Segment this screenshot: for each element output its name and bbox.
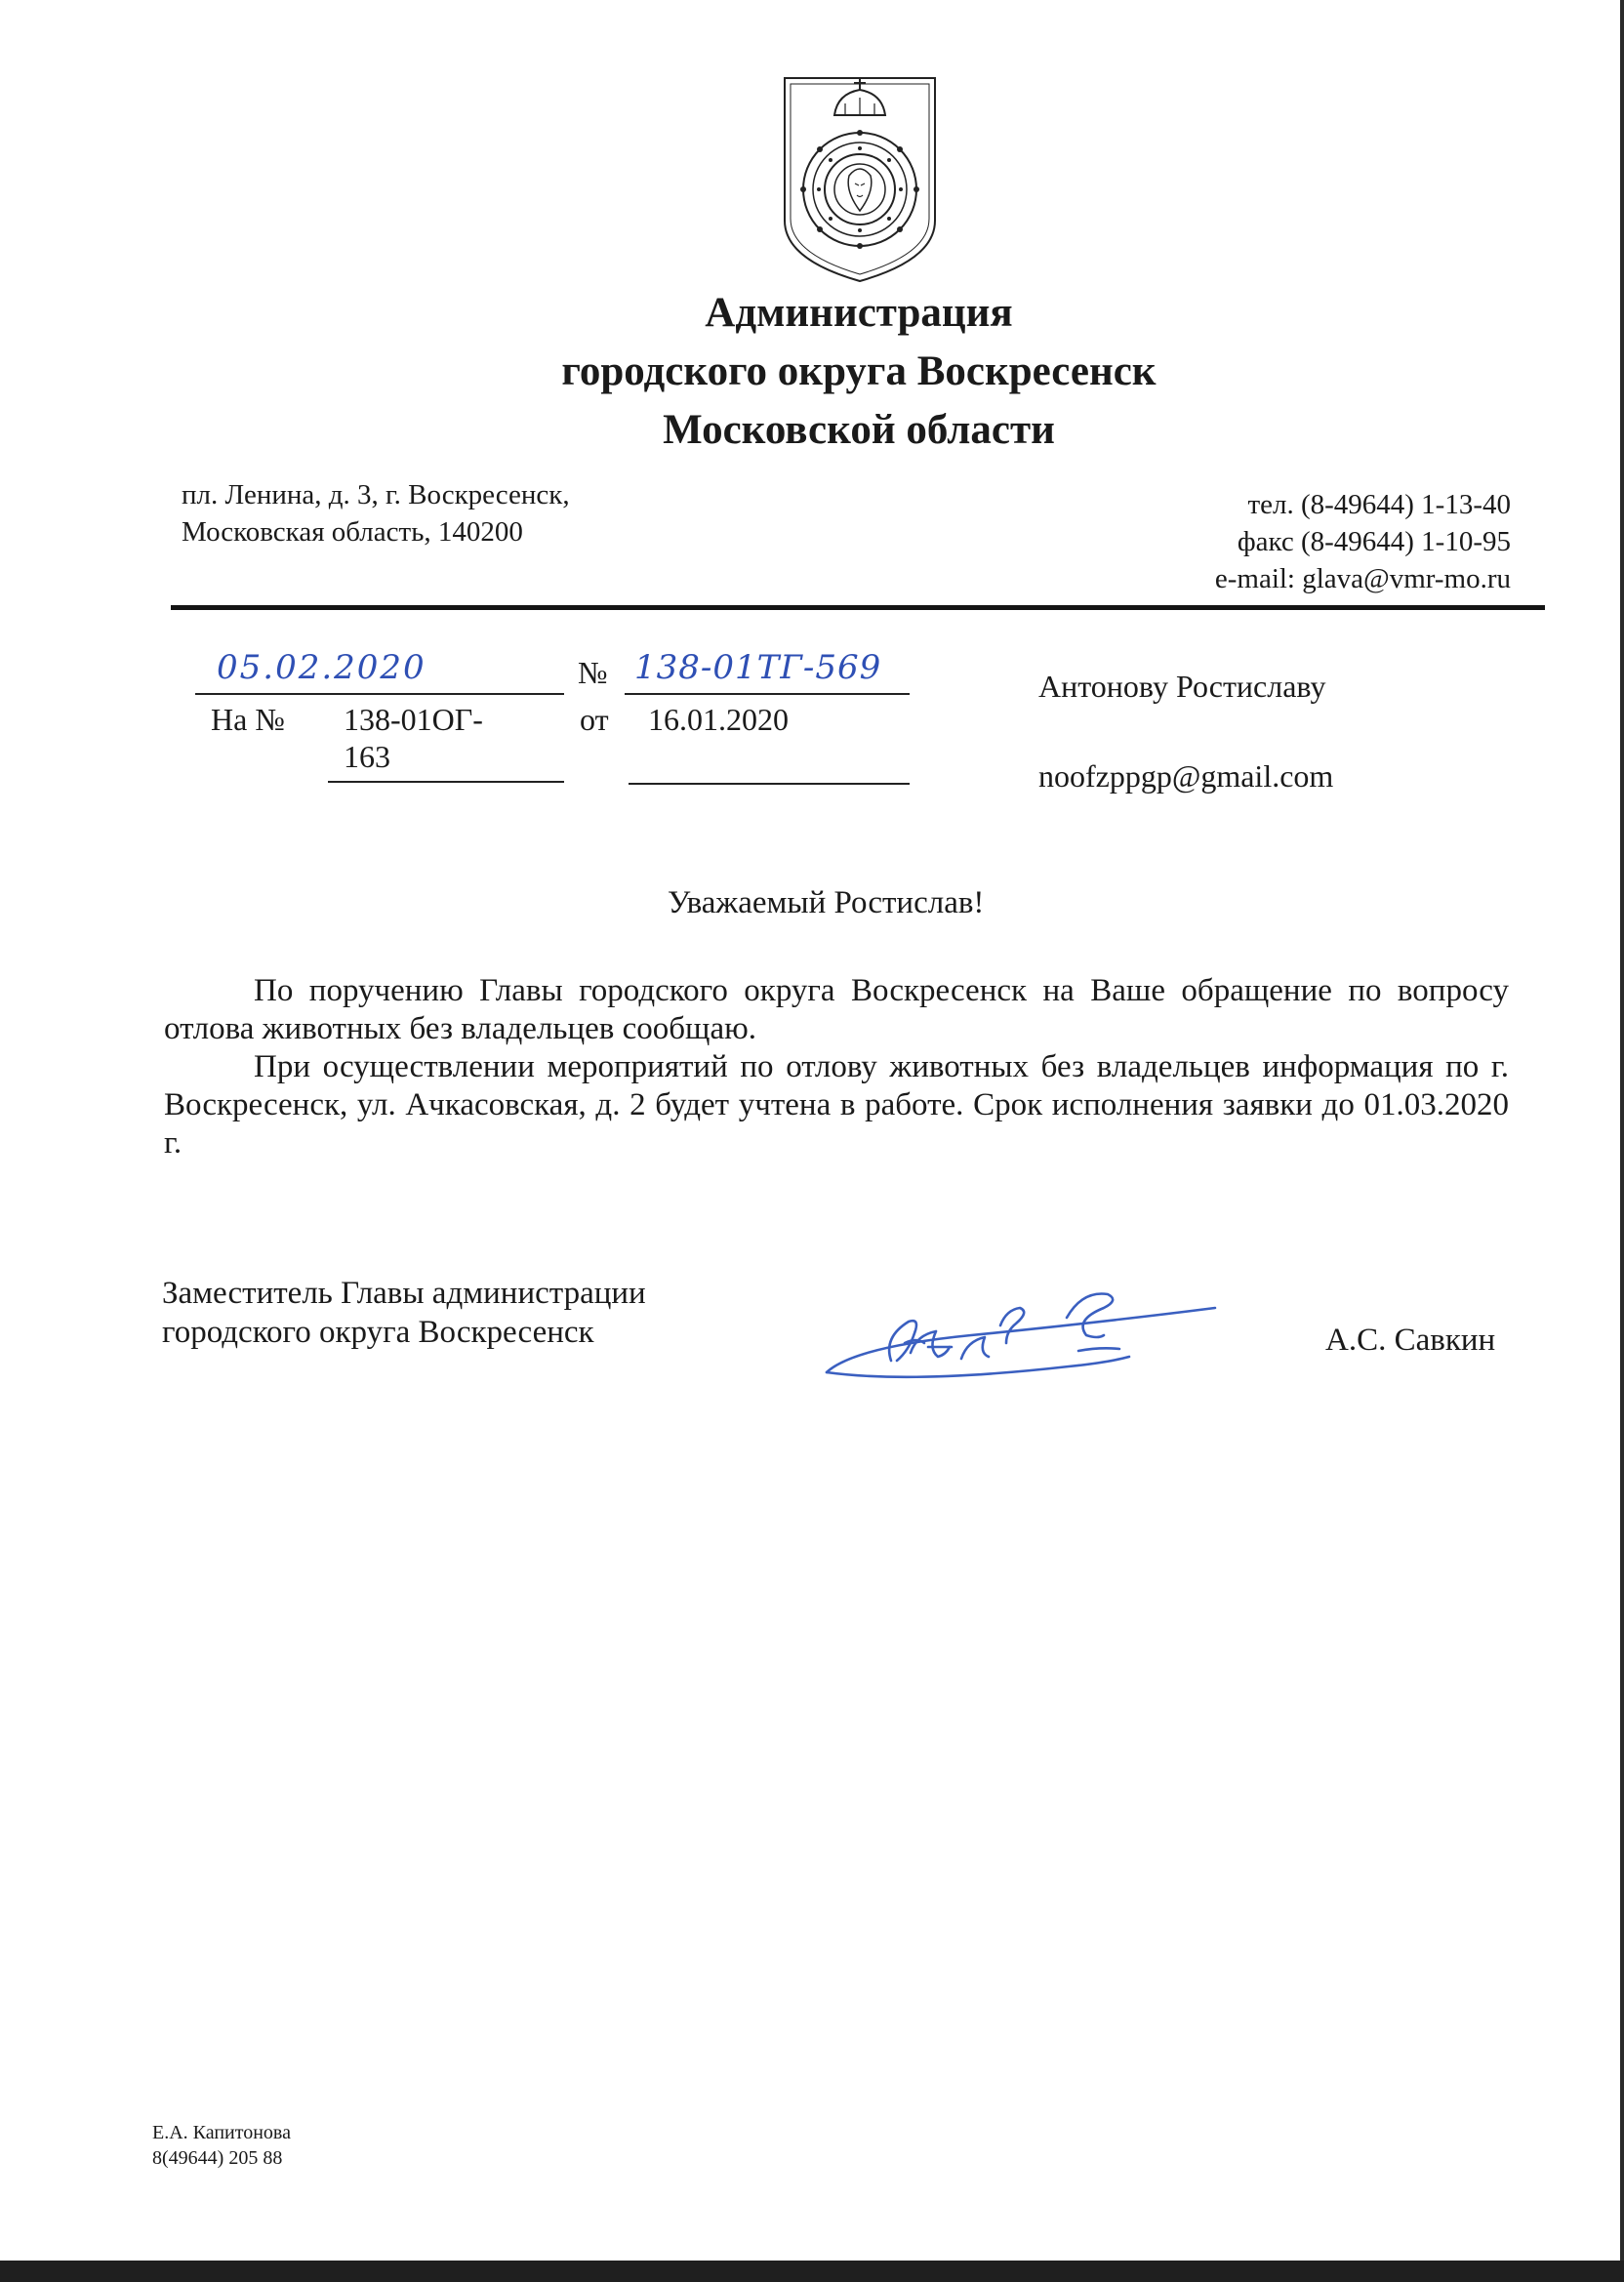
handwritten-date: 05.02.2020 (217, 648, 426, 687)
contact-fax: факс (8-49644) 1-10-95 (1237, 526, 1511, 557)
scan-edge-right (1620, 0, 1624, 2282)
reply-date-underline (629, 783, 910, 785)
scan-edge-bottom (0, 2261, 1624, 2282)
number-symbol: № (578, 655, 608, 690)
salutation: Уважаемый Ростислав! (668, 885, 985, 920)
reply-number-line1: 138-01ОГ- (344, 702, 483, 737)
letter-body (164, 972, 1509, 1162)
handwritten-signature (815, 1279, 1225, 1386)
reply-number-underline (328, 781, 564, 783)
header-divider (171, 605, 1545, 610)
coat-of-arms-emblem (781, 74, 939, 284)
executor-phone: 8(49644) 205 88 (152, 2147, 283, 2169)
number-underline (625, 693, 910, 695)
reply-number-line2: 163 (344, 739, 390, 774)
handwritten-outgoing-number: 138-01ТГ-569 (634, 648, 882, 687)
org-title-line3: Московской области (663, 407, 1055, 453)
signatory-position-line2: городского округа Воскресенск (162, 1315, 594, 1350)
contact-email: e-mail: glava@vmr-mo.ru (1214, 563, 1511, 594)
org-title-line2: городского округа Воскресенск (561, 348, 1157, 394)
address-line1: пл. Ленина, д. 3, г. Воскресенск, (182, 479, 570, 510)
recipient-email: noofzppgp@gmail.com (1038, 758, 1334, 794)
body-paragraph-2: При осуществлении мероприятий по отлову животных без владельцев информация по г. Воскресенск, ул. Ачкасовская, д. 2 будет учтена в работе. Срок исполнения заявки до 01.03.2020 г. (164, 1049, 1509, 1161)
signatory-name: А.С. Савкин (1325, 1323, 1496, 1358)
executor-name: Е.А. Капитонова (152, 2122, 291, 2143)
from-label: от (580, 702, 609, 737)
recipient-name: Антонову Ростиславу (1038, 669, 1326, 704)
address-line2: Московская область, 140200 (182, 516, 523, 548)
reply-label: На № (211, 702, 285, 737)
reply-date: 16.01.2020 (648, 702, 789, 737)
date-underline (195, 693, 564, 695)
signatory-position-line1: Заместитель Главы администрации (162, 1276, 646, 1311)
contact-phone: тел. (8-49644) 1-13-40 (1247, 489, 1511, 520)
body-paragraph-1: По поручению Главы городского округа Воскресенск на Ваше обращение по вопросу отлова животных без владельцев сообщаю. (164, 973, 1509, 1046)
org-title-line1: Администрация (705, 290, 1013, 336)
